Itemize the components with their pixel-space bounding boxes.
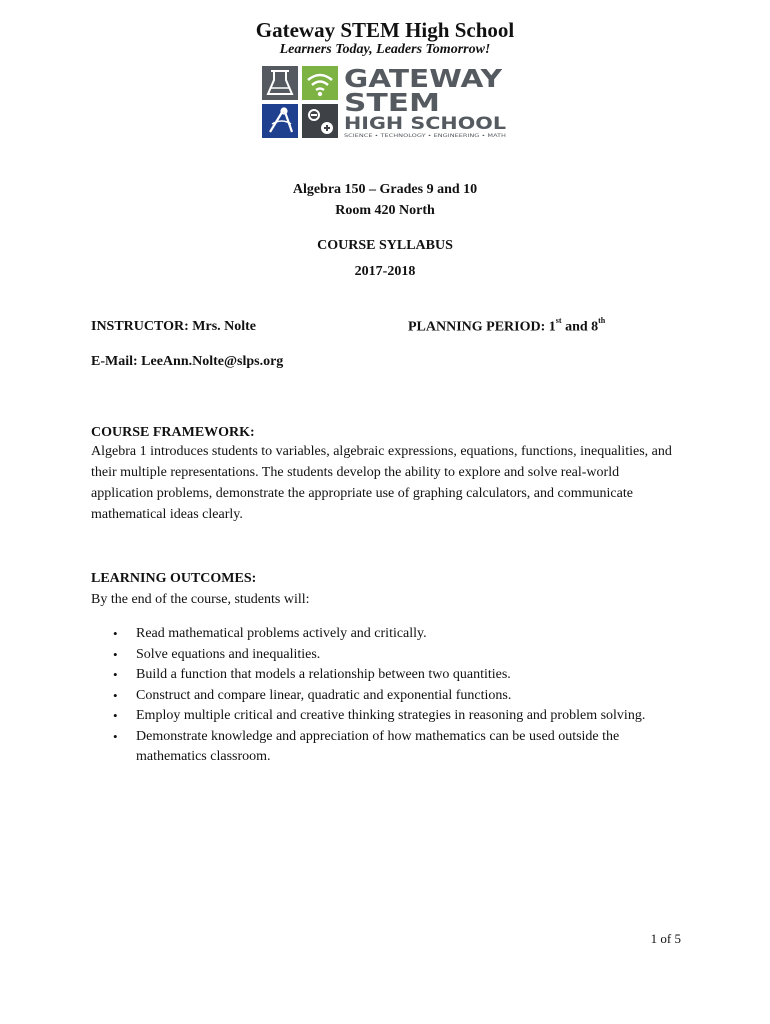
- outcome-text: Build a function that models a relationship between two quantities.: [136, 667, 511, 682]
- instructor-line: INSTRUCTOR: Mrs. Nolte: [91, 319, 257, 334]
- school-motto: Learners Today, Leaders Tomorrow!: [279, 42, 491, 57]
- school-year: 2017-2018: [354, 264, 416, 279]
- course-room: Room 420 North: [335, 203, 435, 218]
- course-title: Algebra 150 – Grades 9 and 10: [292, 182, 478, 197]
- logo-line-stem: STEM: [344, 88, 440, 117]
- logo-math-tile: [302, 104, 338, 138]
- planning-sup-first: st: [555, 316, 562, 325]
- outcome-text: Solve equations and inequalities.: [136, 646, 321, 662]
- outcome-item: [91, 645, 671, 666]
- outcome-text: Read mathematical problems actively and critically.: [136, 626, 427, 641]
- bullet-icon: •: [113, 728, 118, 744]
- planning-mid: and 8: [561, 319, 599, 335]
- school-logo: [262, 64, 512, 140]
- outcomes-intro: By the end of the course, students will:: [91, 592, 310, 607]
- outcome-text: Demonstrate knowledge and appreciation of how mathematics can be used outside the mathematics classroom.: [136, 728, 620, 764]
- outcome-item: [91, 665, 671, 686]
- planning-sup-eighth: th: [598, 316, 606, 325]
- logo-line-high-school: HIGH SCHOOL: [344, 114, 507, 134]
- page-number: 1 of 5: [650, 931, 681, 946]
- planning-period: [408, 318, 605, 336]
- framework-body: Algebra 1 introduces students to variables, algebraic expressions, equations, functions, inequalities, and their multiple representations. The students develop the ability to explore and solve real-world application problems, demonstrate the appropriate use of graphing calculators, and communicate mathematical ideas clearly.: [91, 444, 672, 522]
- logo-line-gateway: GATEWAY: [344, 64, 504, 93]
- document-type: COURSE SYLLABUS: [317, 238, 453, 253]
- email-line: E-Mail: LeeAnn.Nolte@slps.org: [91, 354, 284, 369]
- logo-tagline: SCIENCE • TECHNOLOGY • ENGINEERING • MATH: [344, 133, 506, 138]
- outcomes-list: [91, 624, 671, 768]
- outcome-text: Employ multiple critical and creative thinking strategies in reasoning and problem solving.: [136, 708, 646, 723]
- bullet-icon: •: [113, 667, 118, 682]
- planning-prefix: PLANNING PERIOD: 1: [408, 319, 556, 335]
- bullet-icon: •: [113, 687, 118, 703]
- framework-heading: COURSE FRAMEWORK:: [91, 425, 255, 440]
- school-name: Gateway STEM High School: [255, 18, 515, 42]
- outcome-item: [91, 624, 671, 645]
- outcomes-heading: LEARNING OUTCOMES:: [91, 571, 257, 586]
- bullet-icon: •: [113, 646, 118, 662]
- outcome-item: [91, 706, 671, 727]
- outcome-item: [91, 686, 671, 707]
- outcome-item: [91, 727, 671, 768]
- bullet-icon: •: [113, 708, 118, 723]
- bullet-icon: •: [113, 626, 118, 641]
- outcome-text: Construct and compare linear, quadratic and exponential functions.: [136, 687, 512, 703]
